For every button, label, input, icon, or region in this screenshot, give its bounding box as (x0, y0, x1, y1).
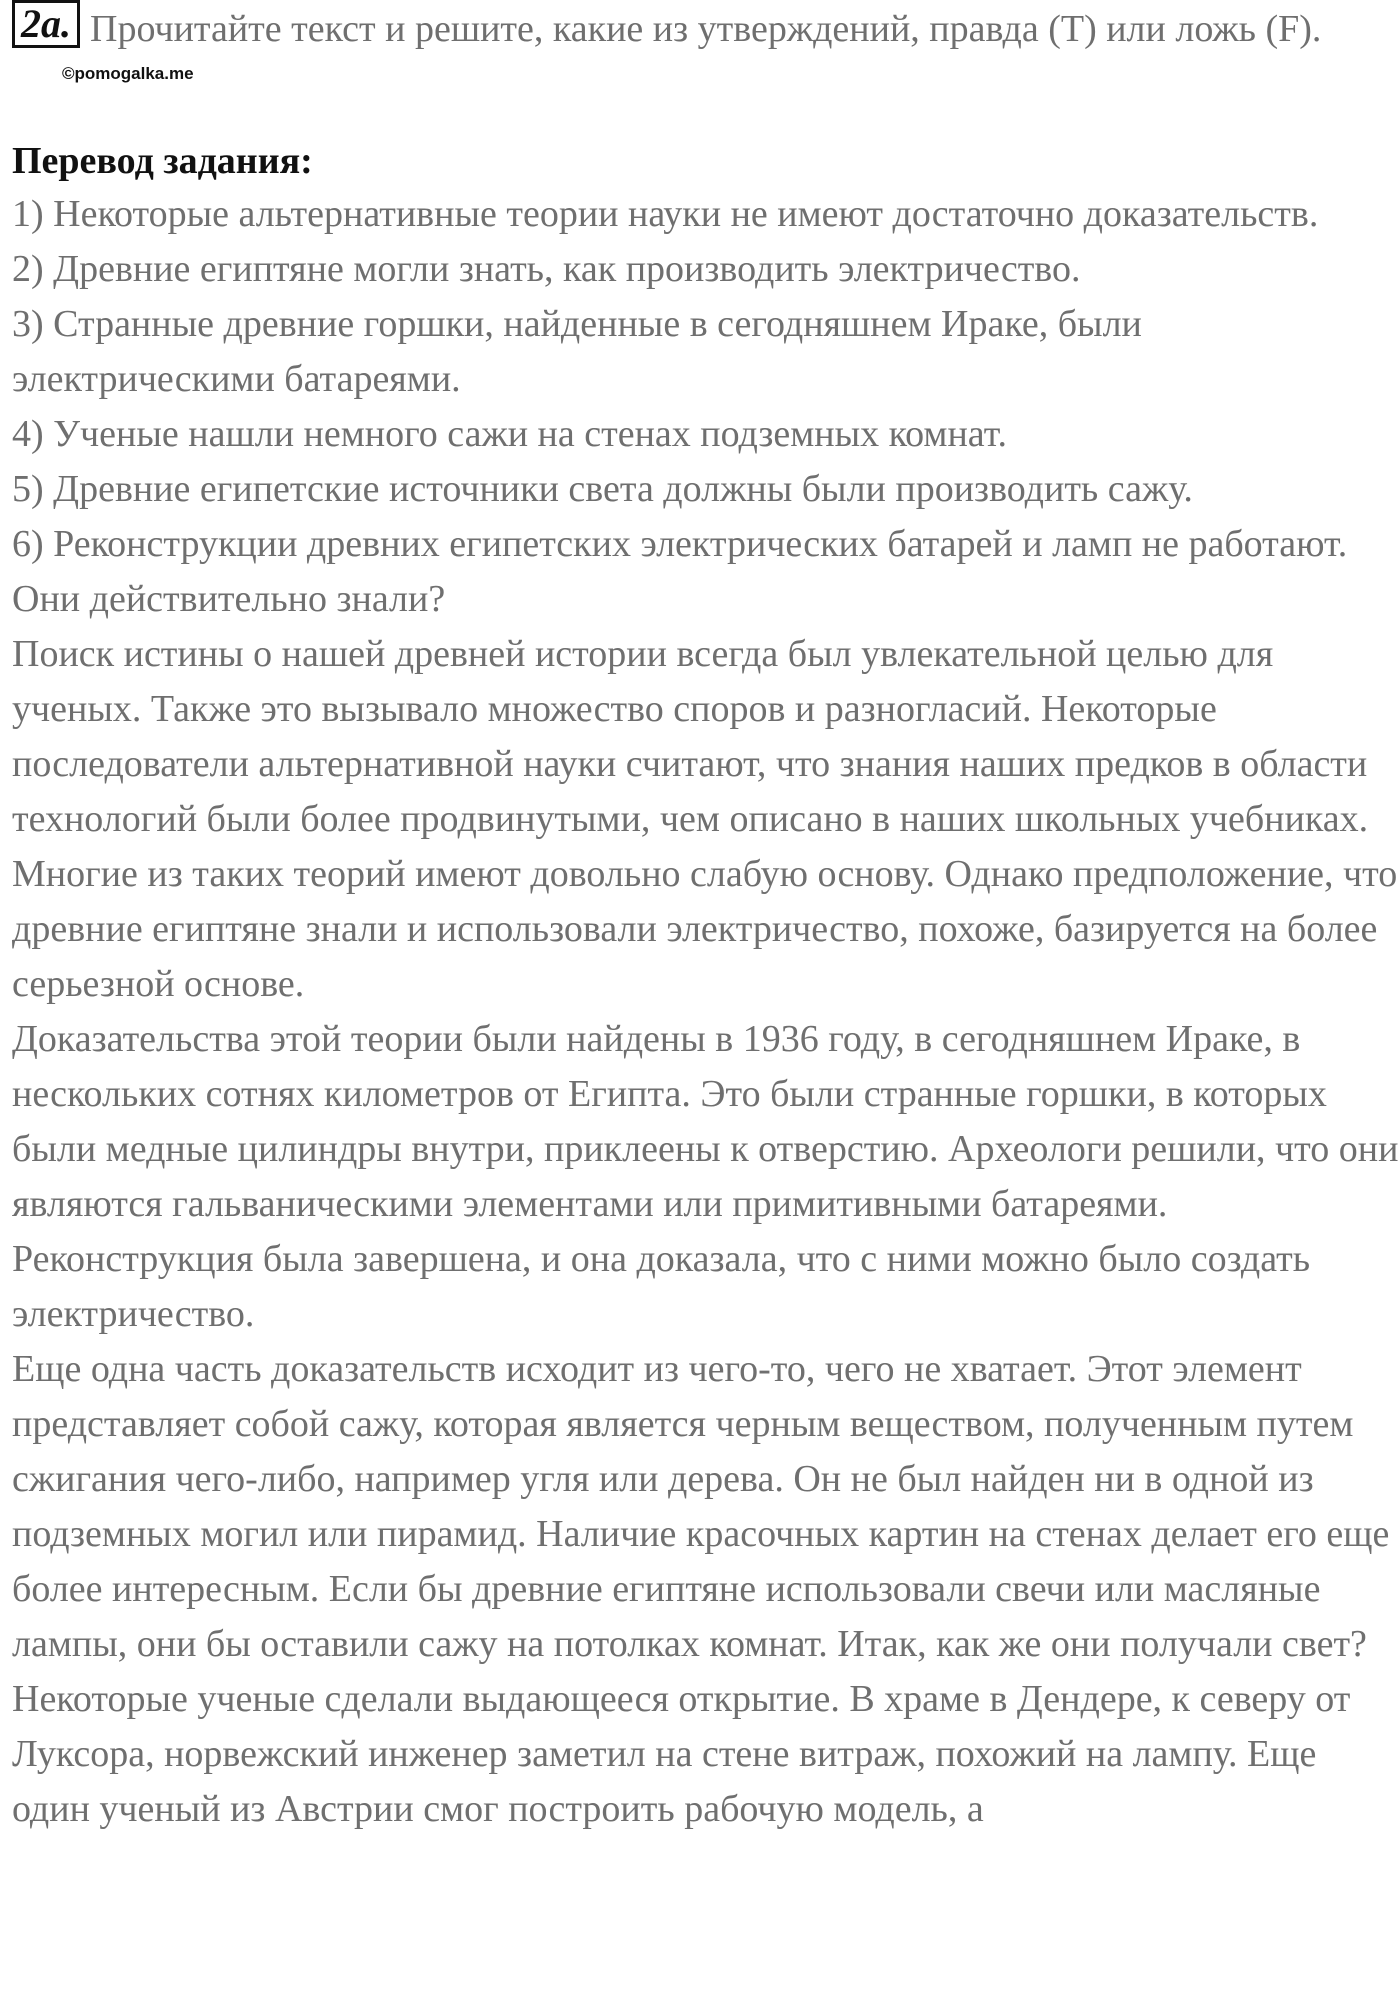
statement-5: 5) Древние египетские источники света должны были производить сажу. (12, 468, 1193, 510)
statement-4: 4) Ученые нашли немного сажи на стенах подземных комнат. (12, 413, 1007, 455)
paragraph-2: Доказательства этой теории были найдены в 1936 году, в сегодняшнем Ираке, в нескольких сотнях километров от Египта. Это были странные горшки, в которых были медные цилиндры внутри, приклеены к отверстию. Археологи решили, что они являются гальваническими элементами или примитивными батареями. Реконструкция была завершена, и она доказала, что с ними можно было создать электричество. (12, 1018, 1399, 1335)
statement-6: 6) Реконструкции древних египетских электрических батарей и ламп не работают. (12, 523, 1348, 565)
paragraph-4: Некоторые ученые сделали выдающееся открытие. В храме в Дендере, к северу от Луксора, норвежский инженер заметил на стене витраж, похожий на лампу. Еще один ученый из Австрии смог построить рабочую модель, а (12, 1678, 1351, 1830)
statement-2: 2) Древние египтяне могли знать, как производить электричество. (12, 248, 1081, 290)
body-text (12, 187, 1400, 1837)
watermark: ©pomogalka.me (62, 64, 194, 83)
statement-1: 1) Некоторые альтернативные теории науки не имеют достаточно доказательств. (12, 193, 1319, 235)
paragraph-1: Поиск истины о нашей древней истории всегда был увлекательной целью для ученых. Также это вызывало множество споров и разногласий. Некоторые последователи альтернативной науки считают, что знания наших предков в области технологий были более продвинутыми, чем описано в наших школьных учебниках. Многие из таких теорий имеют довольно слабую основу. Однако предположение, что древние египтяне знали и использовали электричество, похоже, базируется на более серьезной основе. (12, 633, 1398, 1005)
statement-3: 3) Странные древние горшки, найденные в сегодняшнем Ираке, были электрическими батареями. (12, 303, 1142, 400)
task-number-badge: 2a. (12, 0, 80, 48)
text-title: Они действительно знали? (12, 578, 446, 620)
translation-heading: Перевод задания: (12, 140, 313, 182)
task-header (12, 0, 1392, 56)
paragraph-3: Еще одна часть доказательств исходит из чего-то, чего не хватает. Этот элемент представляет собой сажу, которая является черным веществом, полученным путем сжигания чего-либо, например угля или дерева. Он не был найден ни в одной из подземных могил или пирамид. Наличие красочных картин на стенах делает его еще более интересным. Если бы древние египтяне использовали свечи или масляные лампы, они бы оставили сажу на потолках комнат. Итак, как же они получали свет? (12, 1348, 1390, 1665)
task-instruction: Прочитайте текст и решите, какие из утверждений, правда (T) или ложь (F). (90, 8, 1322, 50)
